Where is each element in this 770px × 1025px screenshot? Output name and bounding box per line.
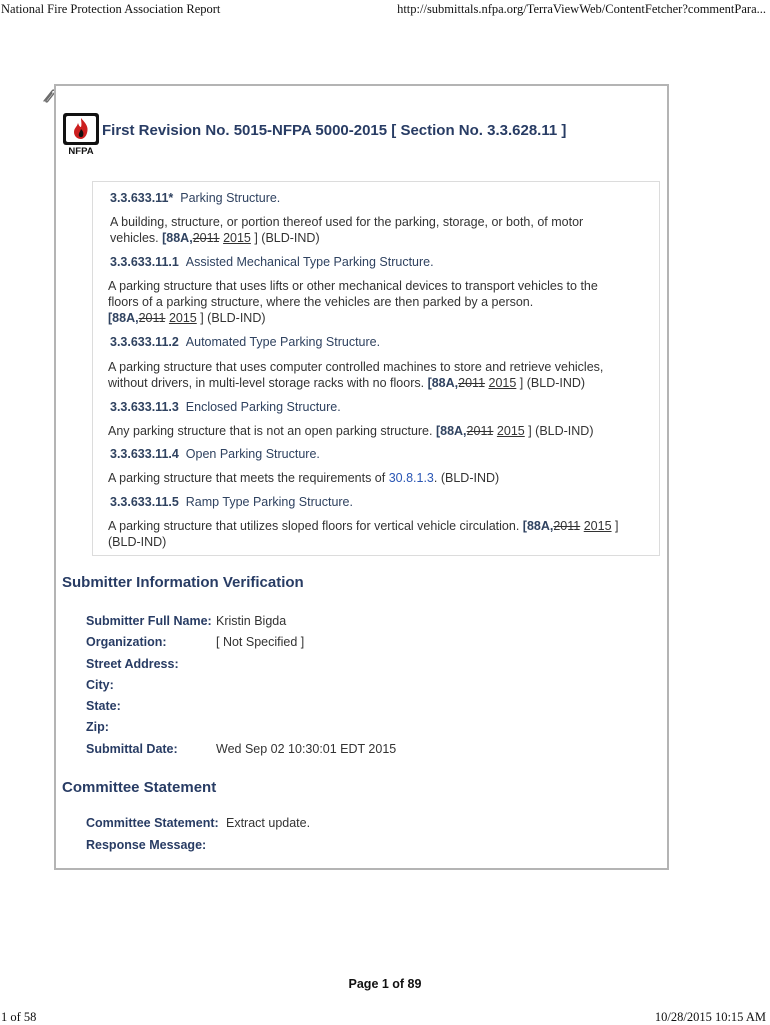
definition-assisted-ref: [88A,2011 2015 ] (BLD-IND) xyxy=(108,311,266,325)
definition-main-heading xyxy=(110,190,280,206)
print-header-url: http://submittals.nfpa.org/TerraViewWeb/ContentFetcher?commentPara... xyxy=(397,2,766,16)
definition-term: Parking Structure. xyxy=(180,191,281,205)
definition-automated-text-1: A parking structure that uses computer controlled machines to store and retrieve vehicles, xyxy=(108,360,604,374)
organization-value: [ Not Specified ] xyxy=(216,635,305,649)
nfpa-logo-text: NFPA xyxy=(68,146,94,156)
definition-open-heading: 3.3.633.11.4 Open Parking Structure. xyxy=(110,447,320,461)
print-footer-datetime: 10/28/2015 10:15 AM xyxy=(654,1010,766,1024)
submittal-date-value: Wed Sep 02 10:30:01 EDT 2015 xyxy=(216,742,397,756)
city-label: City: xyxy=(86,678,114,692)
print-header-title: National Fire Protection Association Report xyxy=(1,2,221,16)
definition-assisted-text-1: A parking structure that uses lifts or other mechanical devices to transport vehicles to the xyxy=(108,279,598,293)
definition-assisted-heading: 3.3.633.11.1 Assisted Mechanical Type Parking Structure. xyxy=(110,255,434,269)
definition-automated-text-2: without drivers, in multi-level storage racks with no floors. [88A,2011 2015 ] (BLD-IND) xyxy=(108,376,586,390)
print-footer-page: 1 of 58 xyxy=(1,1010,37,1024)
full-name-label: Submitter Full Name: xyxy=(86,614,212,628)
definition-number: 3.3.633.11 xyxy=(110,191,169,205)
definition-ramp-text-1: A parking structure that utilizes sloped floors for vertical vehicle circulation. [88A,2011 2015 ] xyxy=(108,519,619,533)
nfpa-logo xyxy=(62,112,100,156)
committee-heading: Committee Statement xyxy=(62,779,217,796)
definition-automated-heading: 3.3.633.11.2 Automated Type Parking Structure. xyxy=(110,335,381,349)
response-message-label: Response Message: xyxy=(86,838,207,852)
committee-statement-value: Extract update. xyxy=(226,816,311,830)
submitter-heading: Submitter Information Verification xyxy=(62,574,304,591)
definition-enclosed-text: Any parking structure that is not an open parking structure. [88A,2011 2015 ] (BLD-IND) xyxy=(108,424,594,438)
committee-statement-label: Committee Statement: xyxy=(86,816,219,830)
section-link[interactable]: 30.8.1.3 xyxy=(388,471,434,485)
inserted-text: 2015 xyxy=(223,231,251,245)
definition-assisted-text-2: floors of a parking structure, where the vehicles are then parked by a person. xyxy=(108,295,534,309)
definition-ramp-text-2: (BLD-IND) xyxy=(108,535,167,549)
definition-open-text: A parking structure that meets the requirements of 30.8.1.3. (BLD-IND) xyxy=(108,471,500,485)
zip-label: Zip: xyxy=(86,720,109,734)
street-label: Street Address: xyxy=(86,657,179,671)
deleted-text: 2011 xyxy=(192,231,220,245)
organization-label: Organization: xyxy=(86,635,167,649)
revision-title: First Revision No. 5015-NFPA 5000-2015 [ Section No. 3.3.628.11 ] xyxy=(102,122,567,139)
submittal-date-label: Submittal Date: xyxy=(86,742,178,756)
definition-main-text-1: A building, structure, or portion thereof used for the parking, storage, or both, of motor xyxy=(110,215,584,229)
definition-ramp-heading: 3.3.633.11.5 Ramp Type Parking Structure. xyxy=(110,495,353,509)
page-number: Page 1 of 89 xyxy=(348,977,422,991)
definition-enclosed-heading: 3.3.633.11.3 Enclosed Parking Structure. xyxy=(110,400,341,414)
asterisk: * xyxy=(168,191,174,205)
definition-main-text-2: vehicles. [88A,2011 2015 ] (BLD-IND) xyxy=(110,231,320,245)
full-name-value: Kristin Bigda xyxy=(216,614,287,628)
state-label: State: xyxy=(86,699,121,713)
